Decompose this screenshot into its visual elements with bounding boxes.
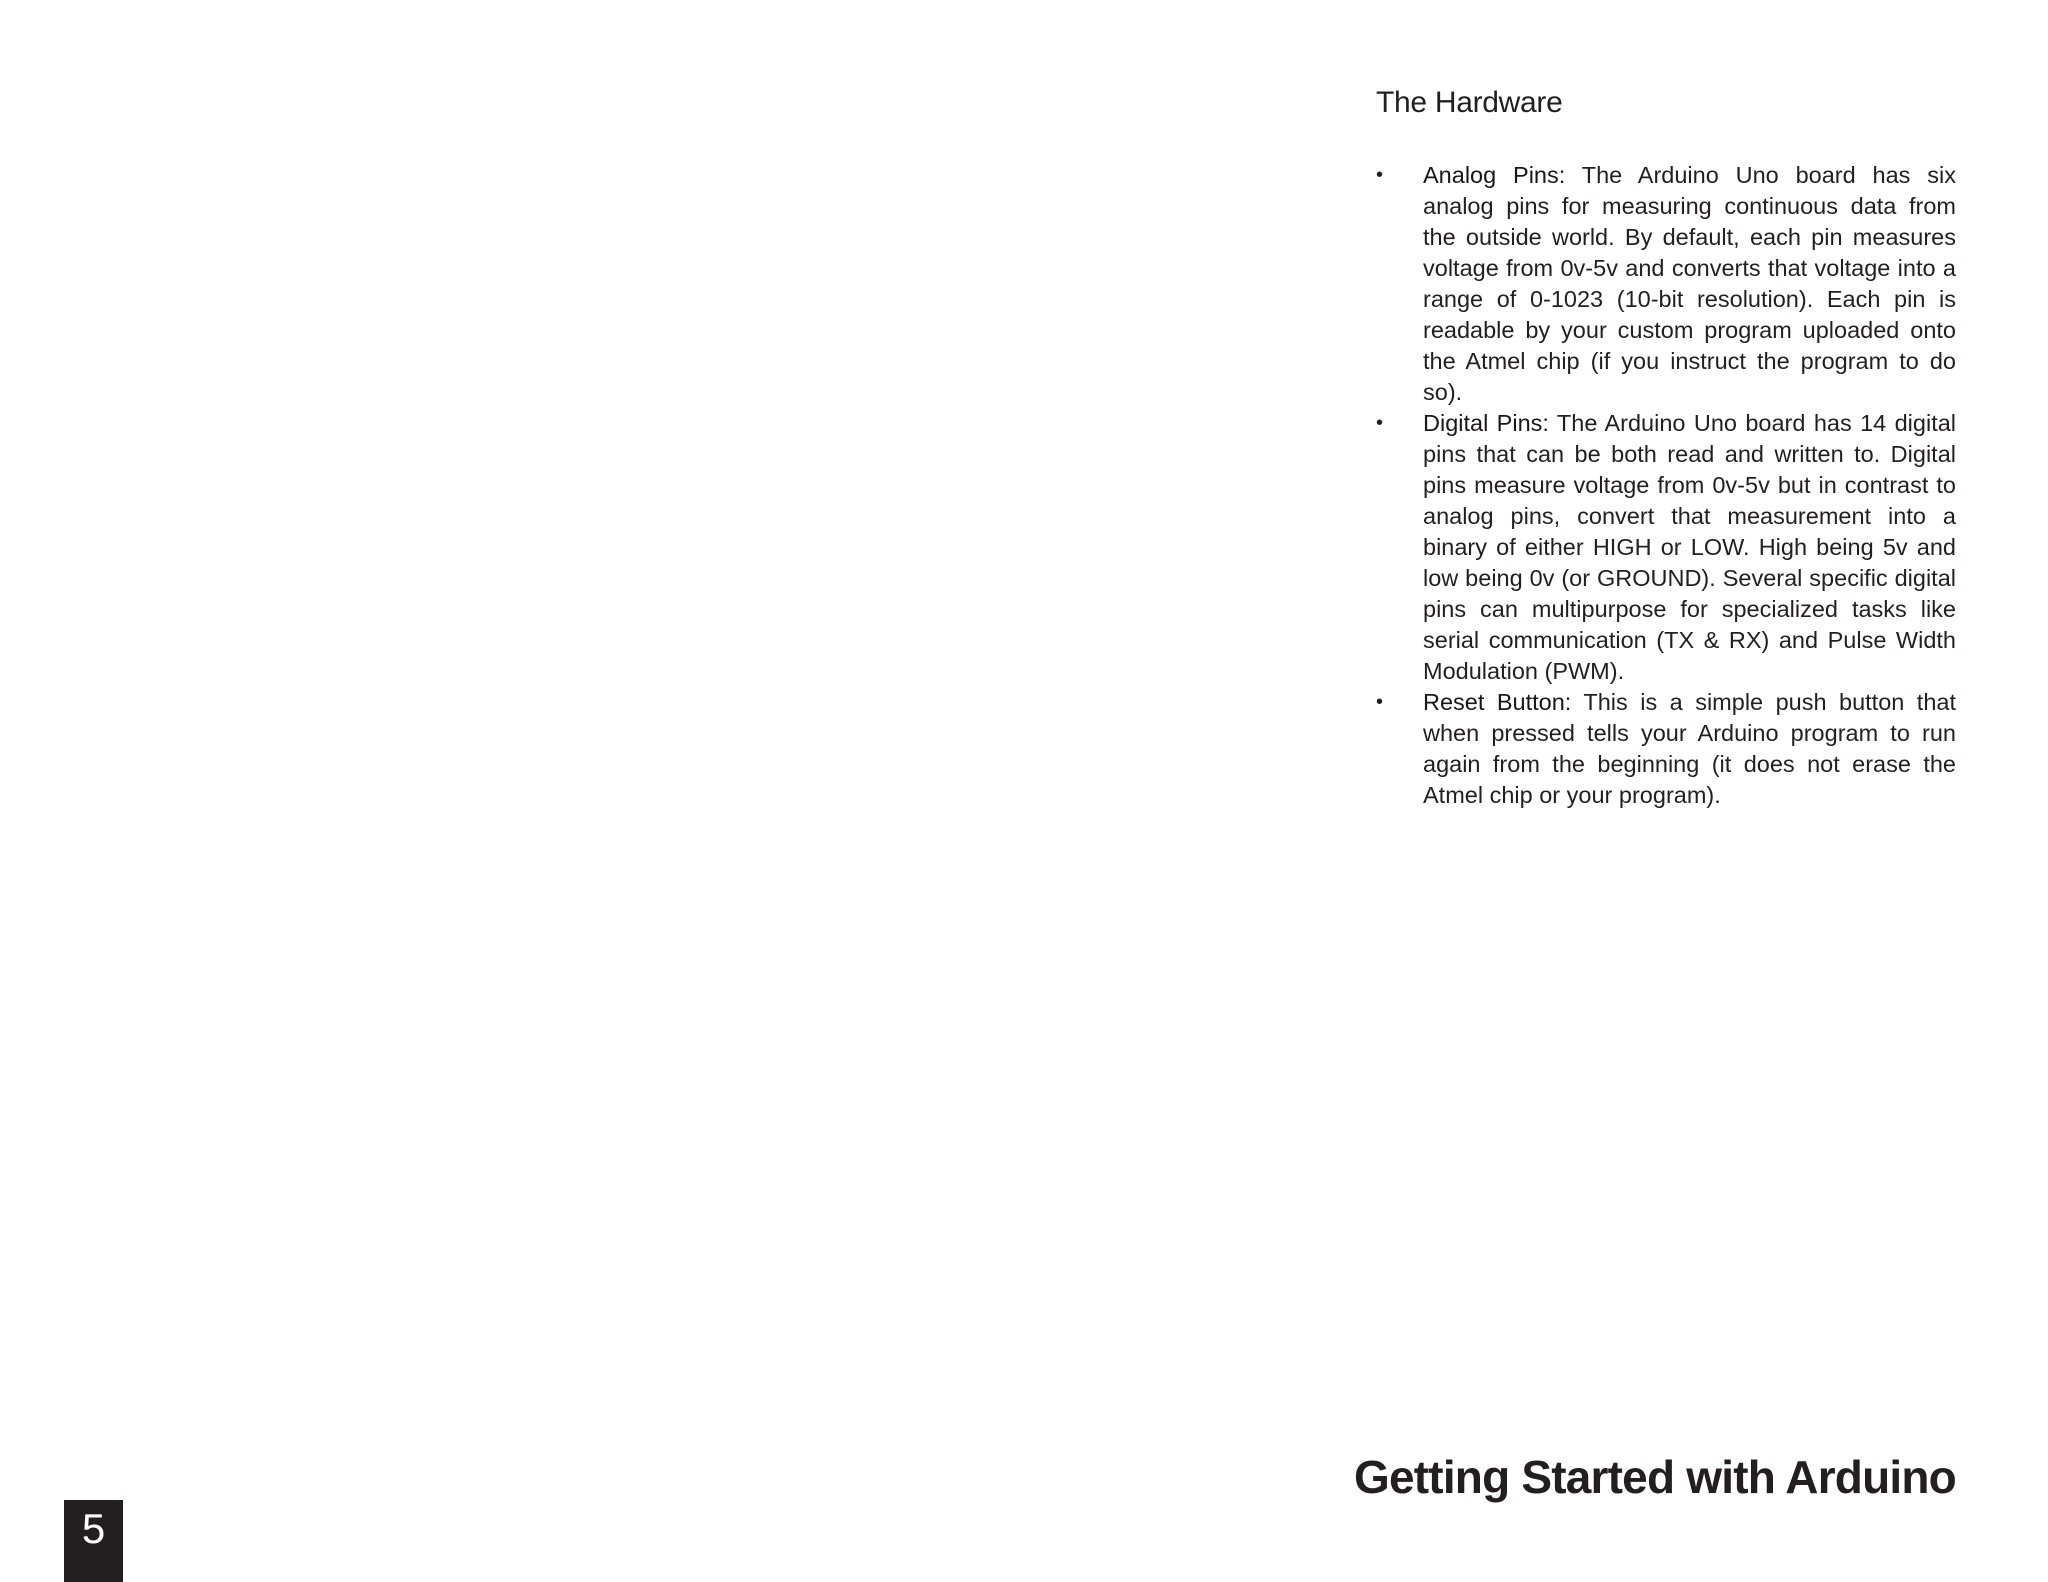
page-number: 5 (81, 1505, 106, 1552)
bullet-term: Reset Button: (1423, 689, 1572, 715)
bullet-icon: • (1376, 691, 1384, 713)
bullet-icon: • (1376, 164, 1384, 186)
bullet-item-digital-pins (1376, 408, 1956, 687)
page-number-badge (64, 1500, 123, 1582)
hardware-bullet-list (1376, 160, 1956, 811)
bullet-text: The Arduino Uno board has six analog pins for measuring continuous data from the outside world. By default, each pin measures voltage from 0v-5v and converts that voltage into a range of 0-1023 (10-bit resolution). Each pin is readable by your custom program uploaded onto the Atmel chip (if you instruct the program to do so). (1423, 162, 1957, 405)
bullet-term: Analog Pins: (1423, 162, 1566, 188)
bullet-item-analog-pins (1376, 160, 1956, 408)
bullet-text: The Arduino Uno board has 14 digital pins that can be both read and written to. Digital pins measure voltage from 0v-5v but in contrast to analog pins, convert that measurement into a binary of either HIGH or LOW. High being 5v and low being 0v (or GROUND). Several specific digital pins can multipurpose for specialized tasks like serial communication (TX & RX) and Pulse Width Modulation (PWM). (1423, 410, 1957, 684)
bullet-text: This is a simple push button that when pressed tells your Arduino program to run again from the beginning (it does not erase the Atmel chip or your program). (1423, 689, 1956, 808)
book-title-footer: Getting Started with Arduino (1354, 1451, 1956, 1503)
bullet-item-reset-button (1376, 687, 1956, 811)
section-title: The Hardware (1376, 86, 1563, 119)
bullet-icon: • (1376, 412, 1384, 434)
bullet-term: Digital Pins: (1423, 410, 1549, 436)
